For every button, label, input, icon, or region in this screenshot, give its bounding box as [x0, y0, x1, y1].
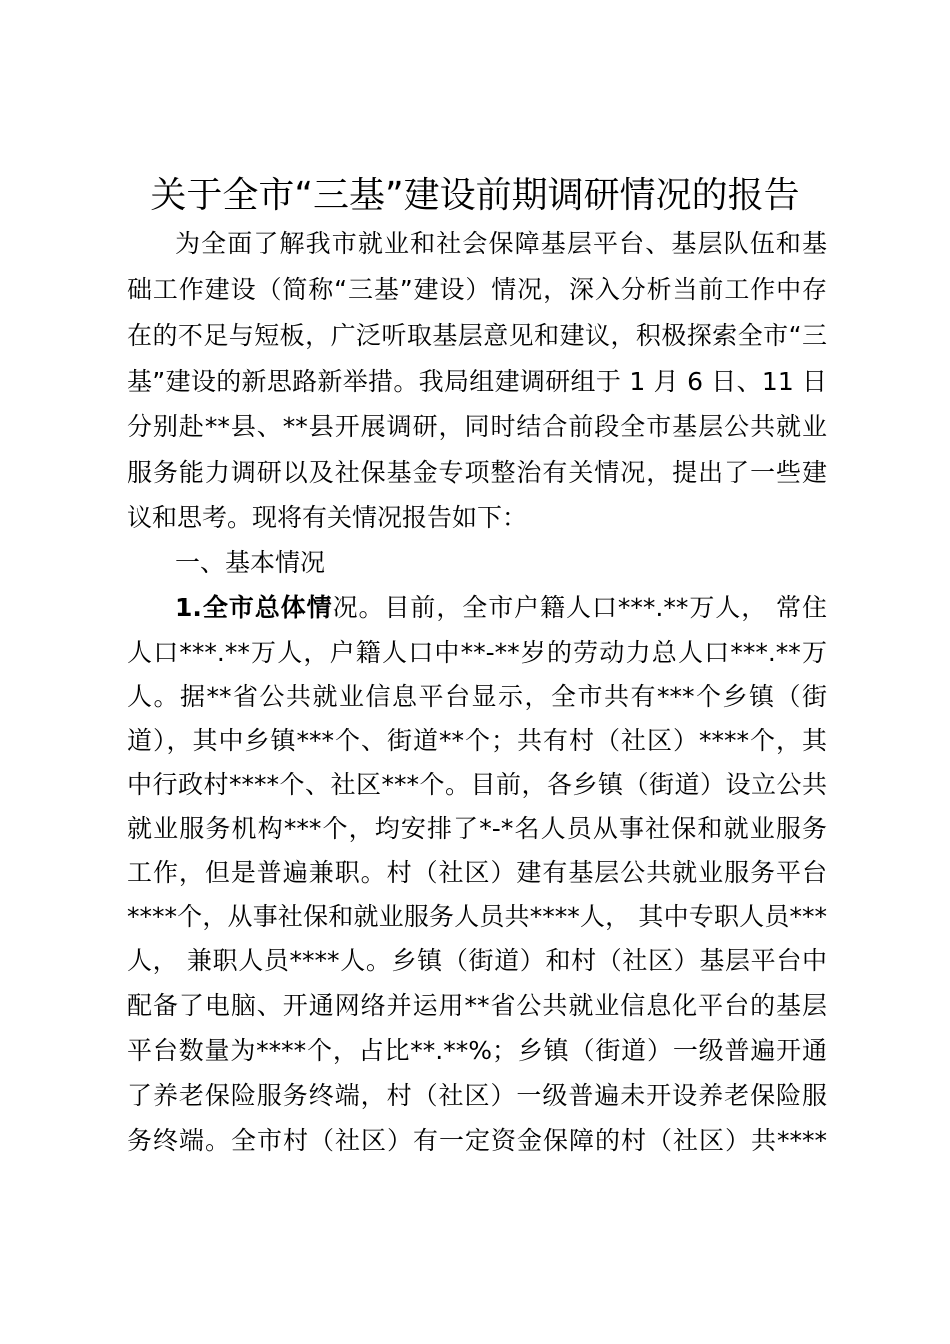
paragraph-line: 平台数量为****个，占比**.**%；乡镇（街道）一级普遍开通: [127, 1036, 827, 1065]
intro-line: 为全面了解我市就业和社会保障基层平台、基层队伍和基: [175, 229, 827, 258]
intro-line: 议和思考。现将有关情况报告如下：: [127, 503, 528, 532]
paragraph-lead: 1.全市总体情: [175, 593, 333, 622]
intro-line: 基”建设的新思路新举措。我局组建调研组于 1 月 6 日、11 日: [127, 367, 827, 396]
paragraph-line: 配备了电脑、开通网络并运用**省公共就业信息化平台的基层: [127, 991, 827, 1020]
paragraph-line: ****个，从事社保和就业服务人员共****人， 其中专职人员***: [127, 902, 827, 931]
paragraph-line: 道），其中乡镇***个、街道**个；共有村（社区）****个，其: [127, 726, 827, 755]
intro-line: 分别赴**县、**县开展调研，同时结合前段全市基层公共就业: [127, 412, 827, 441]
intro-line: 础工作建设（简称“三基”建设）情况，深入分析当前工作中存: [127, 275, 827, 304]
intro-line: 服务能力调研以及社保基金专项整治有关情况，提出了一些建: [127, 458, 827, 487]
section-heading: 一、基本情况: [175, 548, 326, 577]
intro-line: 在的不足与短板，广泛听取基层意见和建议，积极探索全市“三: [127, 321, 827, 350]
paragraph-first-line-text: 况。目前，全市户籍人口***.**万人， 常住: [332, 593, 827, 622]
paragraph-line: 人口***.**万人，户籍人口中**-**岁的劳动力总人口***.**万: [127, 638, 827, 667]
paragraph-line: 中行政村****个、社区***个。目前，各乡镇（街道）设立公共: [127, 770, 827, 799]
paragraph-line: 务终端。全市村（社区）有一定资金保障的村（社区）共****: [127, 1126, 827, 1155]
paragraph-line: 人。据**省公共就业信息平台显示，全市共有***个乡镇（街: [127, 682, 827, 711]
paragraph-first-line: [175, 586, 827, 630]
paragraph-line: 人， 兼职人员****人。乡镇（街道）和村（社区）基层平台中: [127, 946, 827, 975]
paragraph-line: 工作，但是普遍兼职。村（社区）建有基层公共就业服务平台: [127, 858, 827, 887]
paragraph-line: 就业服务机构***个，均安排了*-*名人员从事社保和就业服务: [127, 814, 827, 843]
document-title: 关于全市“三基”建设前期调研情况的报告: [150, 175, 800, 216]
paragraph-line: 了养老保险服务终端，村（社区）一级普遍未开设养老保险服: [127, 1081, 827, 1110]
